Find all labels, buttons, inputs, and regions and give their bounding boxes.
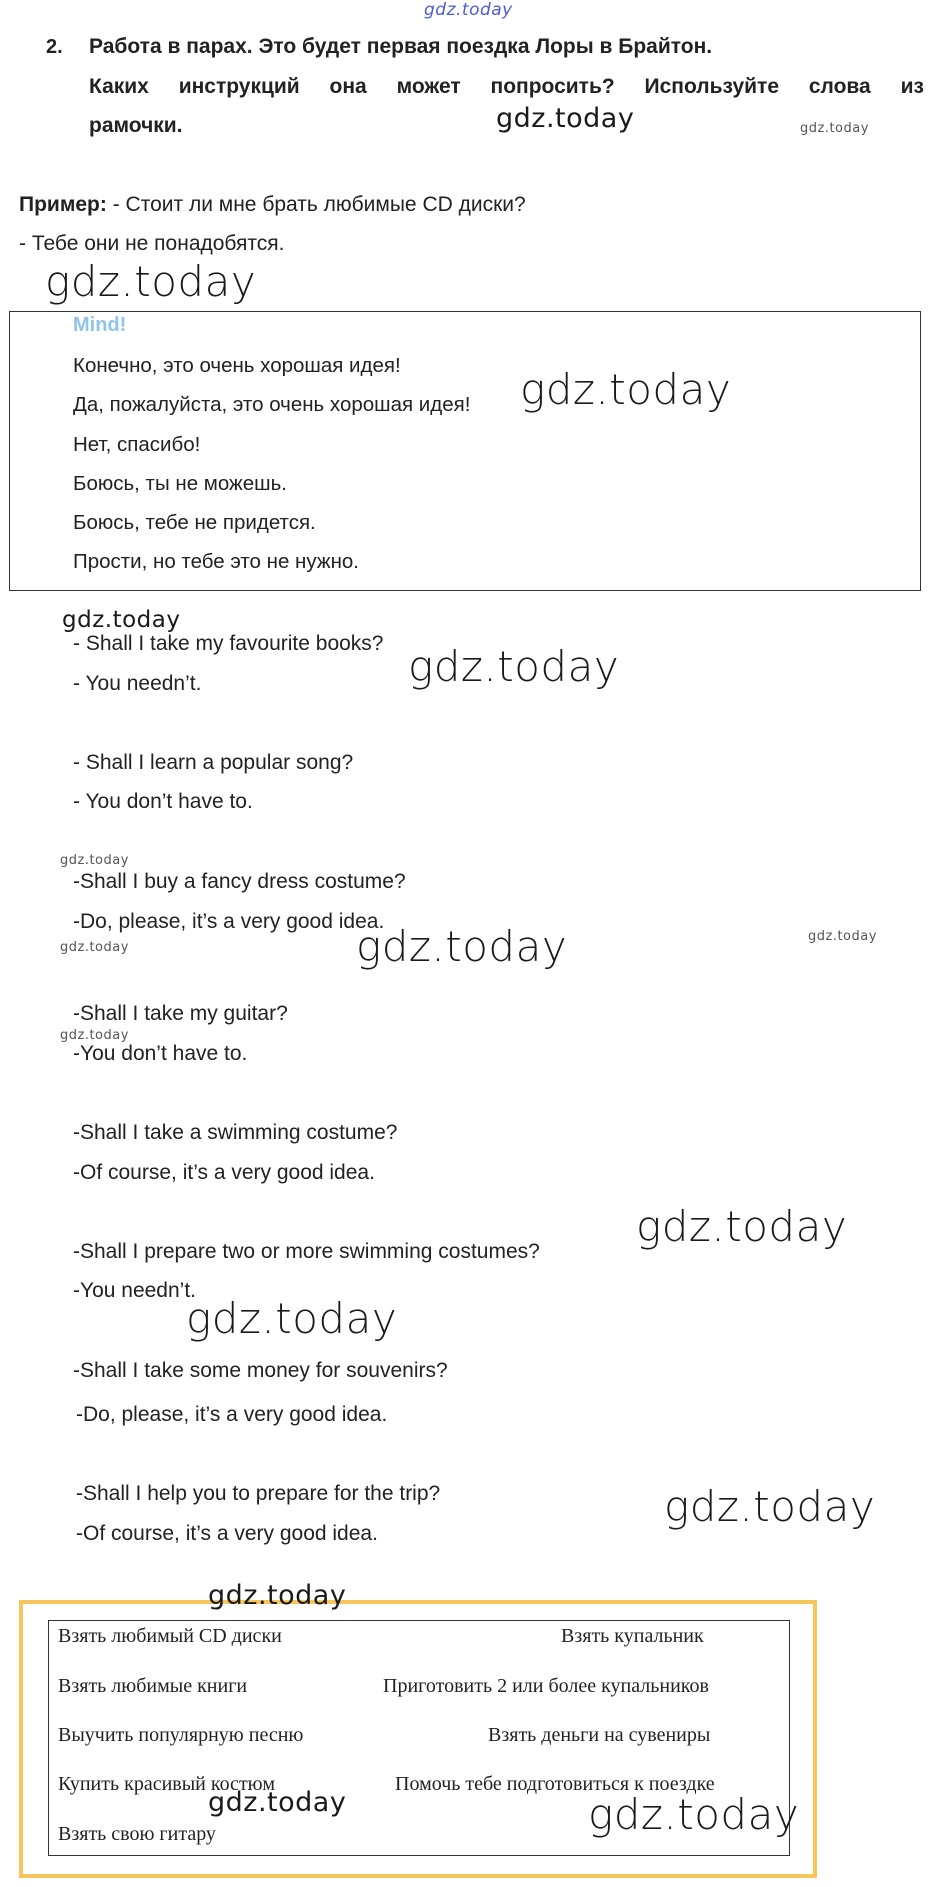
example-label: Пример: [19, 193, 107, 216]
dialogue-answer: -You needn’t. [73, 1279, 196, 1302]
watermark: gdz.today [800, 121, 869, 136]
dialogue-question: -Shall I take some money for souvenirs? [73, 1359, 448, 1382]
word-box-item: Взять свою гитару [58, 1823, 216, 1845]
dialogue-answer: -Do, please, it’s a very good idea. [73, 910, 385, 933]
task-word: Каких [89, 75, 149, 98]
dialogue-question: - Shall I take my favourite books? [73, 632, 384, 655]
word-box-item: Взять любимый CD диски [58, 1625, 282, 1647]
mind-line: Нет, спасибо! [73, 433, 201, 456]
word-box-item: Взять деньги на сувениры [488, 1724, 711, 1746]
mind-title: Mind! [73, 314, 127, 336]
dialogue-question: -Shall I prepare two or more swimming costumes? [73, 1240, 540, 1263]
task-line-1: Работа в парах. Это будет первая поездка Лоры в Брайтон. [89, 35, 713, 58]
dialogue-answer: - You don’t have to. [73, 790, 253, 813]
task-word: может [396, 75, 461, 98]
watermark: gdz.today [208, 1580, 347, 1611]
dialogue-answer: -You don’t have to. [73, 1042, 248, 1065]
mind-line: Да, пожалуйста, это очень хорошая идея! [73, 393, 471, 416]
watermark: gdz.today [60, 853, 129, 868]
dialogue-answer: -Of course, it’s a very good idea. [76, 1522, 378, 1545]
word-box-item: Взять купальник [561, 1625, 704, 1647]
word-box-item: Купить красивый костюм [58, 1773, 276, 1795]
dialogue-answer: - You needn’t. [73, 672, 202, 695]
task-line-2 [89, 75, 924, 99]
word-box-item: Помочь тебе подготовиться к поездке [395, 1773, 715, 1795]
task-line-3: рамочки. [89, 114, 183, 137]
dialogue-question: -Shall I help you to prepare for the trip? [76, 1482, 441, 1505]
dialogue-question: -Shall I take my guitar? [73, 1002, 288, 1025]
word-box-item: Выучить популярную песню [58, 1724, 304, 1746]
word-box-item: Взять любимые книги [58, 1675, 248, 1697]
watermark: gdz.today [664, 1482, 876, 1531]
watermark: gdz.today [60, 940, 129, 955]
watermark: gdz.today [496, 103, 635, 134]
watermark: gdz.today [424, 0, 513, 20]
task-word: инструкций [178, 75, 300, 98]
watermark: gdz.today [808, 929, 877, 944]
mind-line: Прости, но тебе это не нужно. [73, 550, 359, 573]
task-number: 2. [46, 36, 63, 58]
dialogue-question: -Shall I take a swimming costume? [73, 1121, 398, 1144]
mind-line: Боюсь, ты не можешь. [73, 472, 287, 495]
watermark: gdz.today [45, 257, 257, 306]
dialogue-answer: -Do, please, it’s a very good idea. [76, 1403, 388, 1426]
watermark: gdz.today [636, 1202, 848, 1251]
watermark: gdz.today [408, 642, 620, 691]
example-question-text: - Стоит ли мне брать любимые CD диски? [106, 193, 526, 216]
watermark: gdz.today [208, 1787, 347, 1818]
watermark: gdz.today [356, 922, 568, 971]
watermark: gdz.today [60, 1028, 129, 1043]
watermark: gdz.today [62, 607, 181, 633]
task-word: Используйте [644, 75, 780, 98]
task-word: она [329, 75, 367, 98]
task-word: из [900, 75, 924, 98]
example-question [19, 193, 526, 217]
watermark: gdz.today [588, 1790, 800, 1839]
mind-line: Конечно, это очень хорошая идея! [73, 354, 401, 377]
mind-line: Боюсь, тебе не придется. [73, 511, 316, 534]
task-word: слова [808, 75, 871, 98]
dialogue-question: -Shall I buy a fancy dress costume? [73, 870, 406, 893]
example-answer: - Тебе они не понадобятся. [19, 232, 285, 255]
dialogue-question: - Shall I learn a popular song? [73, 751, 354, 774]
watermark: gdz.today [186, 1294, 398, 1343]
dialogue-answer: -Of course, it’s a very good idea. [73, 1161, 375, 1184]
watermark: gdz.today [520, 365, 732, 414]
word-box-item: Приготовить 2 или более купальников [383, 1675, 709, 1697]
task-word: попросить? [490, 75, 615, 98]
